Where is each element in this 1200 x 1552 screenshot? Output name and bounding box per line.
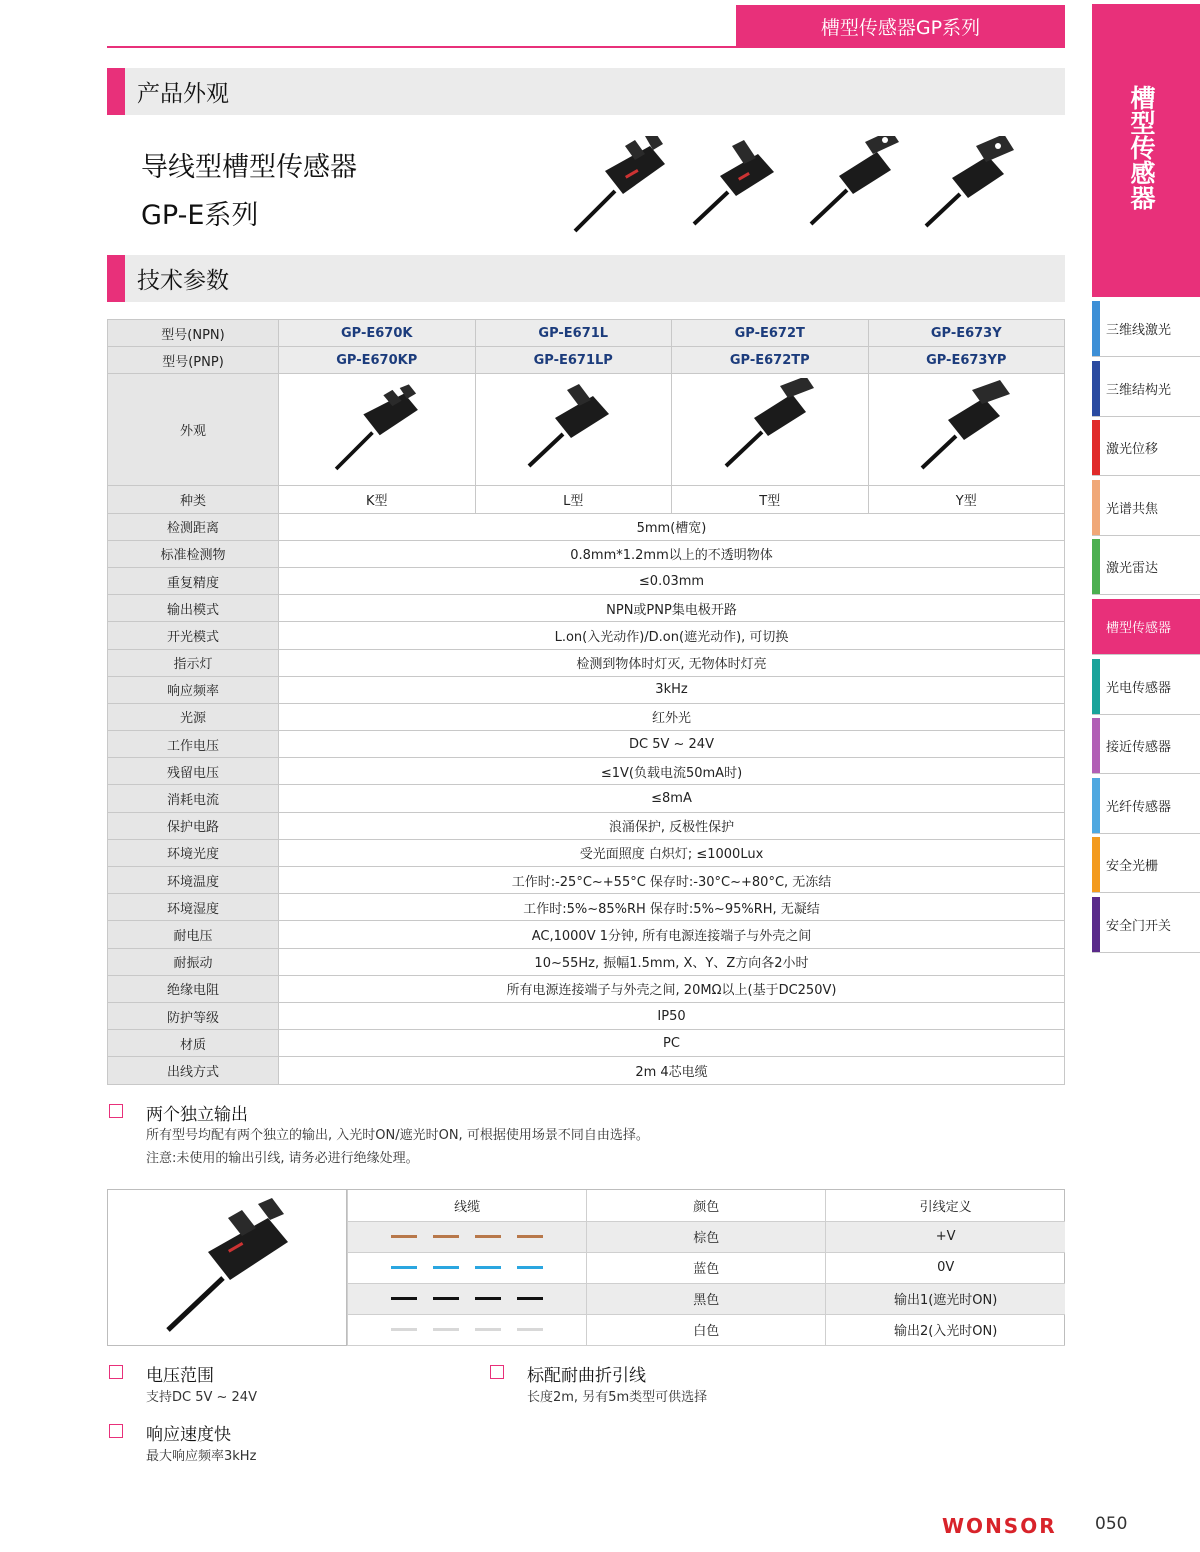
pnp-label: 型号(PNP): [108, 347, 279, 374]
sidebar-category: [1092, 4, 1200, 297]
sidebar-color-bar: [1092, 361, 1100, 416]
spec-row: [108, 921, 1065, 948]
spec-value: 红外光: [279, 703, 1065, 730]
spec-value: PC: [279, 1030, 1065, 1057]
sidebar-item-label: 三维线激光: [1106, 323, 1172, 338]
spec-label: 保护电路: [108, 812, 279, 839]
appearance-cell: [475, 374, 672, 486]
sensor-image-t: [720, 378, 820, 478]
spec-label: 绝缘电阻: [108, 975, 279, 1002]
feature-desc: 最大响应频率3kHz: [146, 1449, 257, 1464]
wire-definition: 输出1(遮光时ON): [826, 1283, 1065, 1314]
header-color: 颜色: [587, 1190, 826, 1221]
checkbox-icon: [109, 1365, 123, 1379]
spec-row: [108, 567, 1065, 594]
spec-label: 环境温度: [108, 867, 279, 894]
spec-row: [108, 758, 1065, 785]
wire-definition: +V: [826, 1221, 1065, 1252]
feature-title: 两个独立输出: [146, 1105, 248, 1125]
wire-dash: [475, 1266, 501, 1269]
sidebar-item[interactable]: [1092, 837, 1200, 893]
spec-value: ≤8mA: [279, 785, 1065, 812]
wire-dash: [475, 1328, 501, 1331]
sidebar-item-label: 光谱共焦: [1106, 501, 1159, 517]
product-series: GP-E系列: [141, 200, 259, 231]
header-definition: 引线定义: [826, 1190, 1065, 1221]
wire-color: 黑色: [587, 1283, 826, 1314]
feature-title: 电压范围: [146, 1366, 214, 1386]
sidebar-color-bar: [1092, 659, 1100, 714]
spec-row: [108, 839, 1065, 866]
spec-value: IP50: [279, 1002, 1065, 1029]
wire-sample: [348, 1314, 587, 1345]
spec-value: 0.8mm*1.2mm以上的不透明物体: [279, 540, 1065, 567]
spec-row: [108, 649, 1065, 676]
sidebar-color-bar: [1092, 897, 1100, 952]
spec-value: 工作时:5%~85%RH 保存时:5%~95%RH, 无凝结: [279, 894, 1065, 921]
wire-dash: [391, 1297, 417, 1300]
wire-row: [348, 1252, 1066, 1283]
spec-row: [108, 595, 1065, 622]
spec-row: [108, 894, 1065, 921]
type-cell: T型: [672, 486, 869, 513]
feature-note: 注意:未使用的输出引线, 请务必进行绝缘处理。: [146, 1151, 419, 1166]
spec-row: [108, 785, 1065, 812]
wire-color: 棕色: [587, 1221, 826, 1252]
spec-label: 环境光度: [108, 839, 279, 866]
sidebar-item-label: 激光位移: [1106, 442, 1159, 458]
wire-color: 蓝色: [587, 1252, 826, 1283]
sidebar-item[interactable]: [1092, 301, 1200, 357]
spec-row: [108, 1030, 1065, 1057]
wire-dash: [517, 1235, 543, 1238]
spec-label: 重复精度: [108, 567, 279, 594]
spec-row: [108, 540, 1065, 567]
sidebar-item[interactable]: [1092, 897, 1200, 953]
spec-value: 3kHz: [279, 676, 1065, 703]
sidebar-item[interactable]: [1092, 480, 1200, 536]
spec-value: 浪涌保护, 反极性保护: [279, 812, 1065, 839]
wire-dash: [517, 1266, 543, 1269]
spec-label: 开光模式: [108, 622, 279, 649]
sidebar-color-bar: [1092, 837, 1100, 892]
wire-dash: [391, 1328, 417, 1331]
page-number: 050: [1095, 1514, 1128, 1534]
checkbox-icon: [490, 1365, 504, 1379]
wire-definition: 输出2(入光时ON): [826, 1314, 1065, 1345]
spec-value: 5mm(槽宽): [279, 513, 1065, 540]
pnp-model: GP-E671LP: [475, 347, 672, 374]
npn-model: GP-E670K: [279, 320, 476, 347]
spec-row: [108, 948, 1065, 975]
section-specs: [107, 255, 1065, 302]
wire-dash: [391, 1235, 417, 1238]
wire-color: 白色: [587, 1314, 826, 1345]
checkbox-icon: [109, 1424, 123, 1438]
spec-value: ≤0.03mm: [279, 567, 1065, 594]
sidebar-item-label: 槽型传感器: [1106, 621, 1172, 636]
sidebar-item[interactable]: [1092, 659, 1200, 715]
spec-row: [108, 676, 1065, 703]
brand-logo: WONSOR: [942, 1514, 1057, 1538]
npn-model: GP-E672T: [672, 320, 869, 347]
wire-row: [348, 1221, 1066, 1252]
spec-value: ≤1V(负载电流50mA时): [279, 758, 1065, 785]
section-title: 技术参数: [137, 268, 229, 294]
wire-dash: [475, 1297, 501, 1300]
feature-desc: 所有型号均配有两个独立的输出, 入光时ON/遮光时ON, 可根据使用场景不同自由选择。: [146, 1128, 649, 1143]
sidebar-item-label: 三维结构光: [1106, 382, 1172, 398]
feature-title: 响应速度快: [146, 1425, 231, 1445]
npn-model: GP-E671L: [475, 320, 672, 347]
spec-row: [108, 513, 1065, 540]
spec-label: 标准检测物: [108, 540, 279, 567]
spec-label: 耐振动: [108, 948, 279, 975]
sensor-image-l: [523, 378, 623, 478]
spec-table: [107, 319, 1065, 1085]
spec-row: [108, 1002, 1065, 1029]
spec-label: 检测距离: [108, 513, 279, 540]
sidebar-color-bar: [1092, 539, 1100, 594]
spec-row: [108, 731, 1065, 758]
spec-label: 残留电压: [108, 758, 279, 785]
sidebar-item-label: 安全光栅: [1106, 859, 1159, 875]
product-title: 导线型槽型传感器: [141, 152, 357, 183]
sidebar-item[interactable]: [1092, 718, 1200, 774]
spec-value: DC 5V ~ 24V: [279, 731, 1065, 758]
npn-model: GP-E673Y: [868, 320, 1065, 347]
sidebar-item-label: 光电传感器: [1106, 680, 1172, 696]
spec-value: NPN或PNP集电极开路: [279, 595, 1065, 622]
spec-value: 受光面照度 白炽灯; ≤1000Lux: [279, 839, 1065, 866]
appearance-label: 外观: [108, 374, 279, 486]
sidebar-item[interactable]: [1092, 599, 1200, 655]
spec-value: L.on(入光动作)/D.on(遮光动作), 可切换: [279, 622, 1065, 649]
spec-label: 输出模式: [108, 595, 279, 622]
wire-dash: [433, 1235, 459, 1238]
wire-definition: 0V: [826, 1252, 1065, 1283]
wire-dash: [433, 1328, 459, 1331]
appearance-cell: [279, 374, 476, 486]
wiring-table: [107, 1189, 1065, 1346]
wire-dash: [433, 1266, 459, 1269]
sensor-image-k: [327, 378, 427, 478]
wire-dash: [517, 1297, 543, 1300]
spec-value: 工作时:-25°C~+55°C 保存时:-30°C~+80°C, 无冻结: [279, 867, 1065, 894]
appearance-cell: [672, 374, 869, 486]
spec-label: 出线方式: [108, 1057, 279, 1084]
series-tag: 槽型传感器GP系列: [736, 5, 1065, 48]
sidebar-color-bar: [1092, 420, 1100, 475]
spec-label: 光源: [108, 703, 279, 730]
spec-label: 指示灯: [108, 649, 279, 676]
sidebar-item[interactable]: [1092, 539, 1200, 595]
spec-label: 工作电压: [108, 731, 279, 758]
sidebar-color-bar: [1092, 480, 1100, 535]
spec-value: 检测到物体时灯灭, 无物体时灯亮: [279, 649, 1065, 676]
type-cell: L型: [475, 486, 672, 513]
sensor-image-k: [565, 136, 675, 236]
section-appearance: [107, 68, 1065, 115]
spec-label: 材质: [108, 1030, 279, 1057]
spec-label: 响应频率: [108, 676, 279, 703]
wire-dash: [433, 1297, 459, 1300]
spec-label: 环境湿度: [108, 894, 279, 921]
wire-sample: [348, 1283, 587, 1314]
spec-label: 消耗电流: [108, 785, 279, 812]
spec-value: 10~55Hz, 振幅1.5mm, X、Y、Z方向各2小时: [279, 948, 1065, 975]
wire-dash: [517, 1328, 543, 1331]
sensor-image-t: [805, 136, 905, 236]
sidebar-item[interactable]: [1092, 778, 1200, 834]
wiring-image-cell: [108, 1190, 347, 1345]
spec-label: 耐电压: [108, 921, 279, 948]
type-cell: K型: [279, 486, 476, 513]
sensor-image-y: [920, 136, 1020, 236]
appearance-cell: [868, 374, 1065, 486]
spec-value: 2m 4芯电缆: [279, 1057, 1065, 1084]
spec-row: [108, 812, 1065, 839]
wire-row: [348, 1283, 1066, 1314]
sidebar-category-label: 槽型传感器: [1130, 84, 1156, 213]
sidebar-item-label: 激光雷达: [1106, 561, 1159, 577]
spec-row: [108, 1057, 1065, 1084]
feature-desc: 支持DC 5V ~ 24V: [146, 1390, 257, 1405]
spec-value: AC,1000V 1分钟, 所有电源连接端子与外壳之间: [279, 921, 1065, 948]
sidebar-item-label: 安全门开关: [1106, 919, 1172, 934]
wire-dash: [391, 1266, 417, 1269]
header-cable: 线缆: [348, 1190, 587, 1221]
spec-row: [108, 867, 1065, 894]
npn-label: 型号(NPN): [108, 320, 279, 347]
sensor-image-y: [916, 378, 1016, 478]
sensor-image-k: [108, 1190, 347, 1345]
sidebar-item-label: 接近传感器: [1106, 740, 1172, 756]
pnp-model: GP-E673YP: [868, 347, 1065, 374]
sidebar-color-bar: [1092, 301, 1100, 356]
sidebar-item[interactable]: [1092, 361, 1200, 417]
pnp-model: GP-E672TP: [672, 347, 869, 374]
sensor-image-l: [688, 136, 788, 236]
sidebar-color-bar: [1092, 599, 1100, 654]
spec-row: [108, 703, 1065, 730]
spec-label: 防护等级: [108, 1002, 279, 1029]
sidebar-item[interactable]: [1092, 420, 1200, 476]
wire-dash: [475, 1235, 501, 1238]
wire-row: [348, 1314, 1066, 1345]
type-label: 种类: [108, 486, 279, 513]
feature-title: 标配耐曲折引线: [527, 1366, 646, 1386]
spec-value: 所有电源连接端子与外壳之间, 20MΩ以上(基于DC250V): [279, 975, 1065, 1002]
sidebar-color-bar: [1092, 718, 1100, 773]
section-title: 产品外观: [137, 81, 229, 107]
sidebar-item-label: 光纤传感器: [1106, 799, 1172, 815]
wire-sample: [348, 1221, 587, 1252]
sidebar-color-bar: [1092, 778, 1100, 833]
type-cell: Y型: [868, 486, 1065, 513]
spec-row: [108, 622, 1065, 649]
wire-sample: [348, 1252, 587, 1283]
spec-row: [108, 975, 1065, 1002]
checkbox-icon: [109, 1104, 123, 1118]
feature-desc: 长度2m, 另有5m类型可供选择: [527, 1390, 708, 1405]
pnp-model: GP-E670KP: [279, 347, 476, 374]
